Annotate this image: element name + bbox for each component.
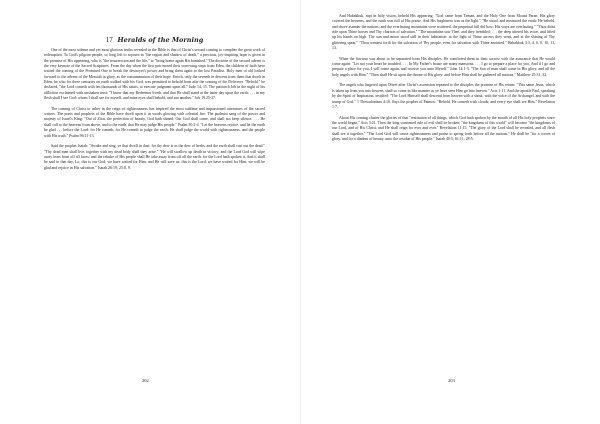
- chapter-heading: [44, 36, 265, 45]
- left-paragraph-2: The coming of Christ to usher in the reign of righteousness has inspired the most sublime and impassioned utterances of the sacred writers. The poets and prophets of the Bible have dwelt upon it in words glowing with celestial fire. The psalmist sang of the power and majesty of Israel's King: "Out of Zion, the perfection of beauty, God hath shined. Our God shall come, and shall not keep silence. . . . He shall call to the heavens from above, and to the earth, that He may judge His people." Psalm 50:2-4. "Let the heavens rejoice, and let the earth be glad . . . before the Lord: for He cometh, for He cometh to judge the earth: He shall judge the world with righteousness, and the people with His truth." Psalm 96:11-13.: [44, 106, 265, 138]
- right-page-number: 203: [448, 378, 455, 383]
- left-paragraph-3: Said the prophet Isaiah: "Awake and sing, ye that dwell in dust: for thy dew is as the dew of herbs, and the earth shall cast out the dead." "Thy dead men shall live, together with my dead body shall they arise." "He will swallow up death in victory; and the Lord God will wipe away tears from off all faces; and the rebuke of His people shall He take away from off all the earth: for the Lord hath spoken it. And it shall be said in that day, Lo, this is our God; we have waited for Him, and He will save us: this is the Lord; we have waited for Him, we will be glad and rejoice in His salvation." Isaiah 26:19; 25:8, 9.: [44, 144, 265, 170]
- right-text-column: [332, 14, 555, 148]
- right-page: [300, 0, 600, 424]
- right-paragraph-1: And Habakkuk, rapt in holy vision, beheld His appearing. "God came from Teman, and the Holy One from Mount Paran. His glory covered the heavens, and the earth was full of His praise. And His brightness was as the light." "He stood, and measured the earth: He beheld, and drove asunder the nations; and the everlasting mountains were scattered, the perpetual hill did bow: His ways are everlasting." "Thou didst ride upon Thine horses and Thy chariots of salvation." "The mountains saw Thee, and they trembled: . . . the deep uttered his voice, and lifted up his hands on high. The sun and moon stood still in their habitation: at the light of Thine arrows they went, and at the shining of Thy glittering spear." "Thou wentest forth for the salvation of Thy people, even for salvation with Thine anointed." Habakkuk 3:3, 4, 6, 8, 10, 11, 13.: [332, 14, 555, 51]
- chapter-number: 17: [105, 36, 113, 44]
- chapter-title: Heralds of the Morning: [117, 36, 204, 44]
- right-paragraph-2: When the Saviour was about to be separated from His disciples, He comforted them in their sorrow with the assurance that He would come again: "Let not your heart be troubled. . . . In My Father's house are many mansions. . . . I go to prepare a place for you. And if I go and prepare a place for you, I will come again, and receive you unto Myself." John 14:1-3. "The Son of man shall come in His glory, and all the holy angels with Him." "Then shall He sit upon the throne of His glory: and before Him shall be gathered all nations." Matthew 25:31, 32.: [332, 56, 555, 77]
- left-paragraph-1: One of the most solemn and yet most glorious truths revealed in the Bible is that of Christ's second coming to complete the great work of redemption. To God's pilgrim people, so long left to sojourn in "the region and shadow of death," a precious, joy-inspiring hope is given in the promise of His appearing, who is "the resurrection and the life," to "bring home again His banished." The doctrine of the second advent is the very keynote of the Sacred Scriptures. From the day when the first pair turned their sorrowing steps from Eden, the children of faith have waited the coming of the Promised One to break the destroyer's power and bring them again to the lost Paradise. Holy men of old looked forward to the advent of the Messiah in glory, as the consummation of their hope. Enoch, only the seventh in descent from them that dwelt in Eden, he who for three centuries on earth walked with his God, was permitted to behold from afar the coming of the Deliverer. "Behold," he declared, "the Lord cometh with ten thousands of His saints, to execute judgment upon all." Jude 14, 15. The patriarch Job in the night of his affliction exclaimed with unshaken trust: "I know that my Redeemer liveth, and that He shall stand at the latter day upon the earth: . . . in my flesh shall I see God: whom I shall see for myself, and mine eyes shall behold, and not another." Job 19:25-27.: [44, 48, 265, 101]
- right-paragraph-3: The angels who lingered upon Olivet after Christ's ascension repeated to the disciples the promise of His return: "This same Jesus, which is taken up from you into heaven, shall so come in like manner as ye have seen Him go into heaven." Acts 1:11. And the apostle Paul, speaking by the Spirit of Inspiration, testified: "The Lord Himself shall descend from heaven with a shout, with the voice of the Archangel, and with the trump of God." 1 Thessalonians 4:16. Says the prophet of Patmos: "Behold, He cometh with clouds; and every eye shall see Him." Revelation 1:7.: [332, 83, 555, 109]
- left-page-number: 202: [142, 378, 149, 383]
- right-paragraph-4: About His coming cluster the glories of that "restitution of all things, which God hath spoken by the mouth of all His holy prophets since the world began." Acts 3:21. Then the long-continued rule of evil shall be broken; "the kingdoms of this world" will become "the kingdoms of our Lord, and of His Christ; and He shall reign for ever and ever." Revelation 11:15. "The glory of the Lord shall be revealed, and all flesh shall see it together." "The Lord God will cause righteousness and praise to spring forth before all the nations." He shall be "for a crown of glory, and for a diadem of beauty, unto the residue of His people." Isaiah 40:5; 61:11; 28:5.: [332, 115, 555, 141]
- left-text-column: [44, 36, 265, 176]
